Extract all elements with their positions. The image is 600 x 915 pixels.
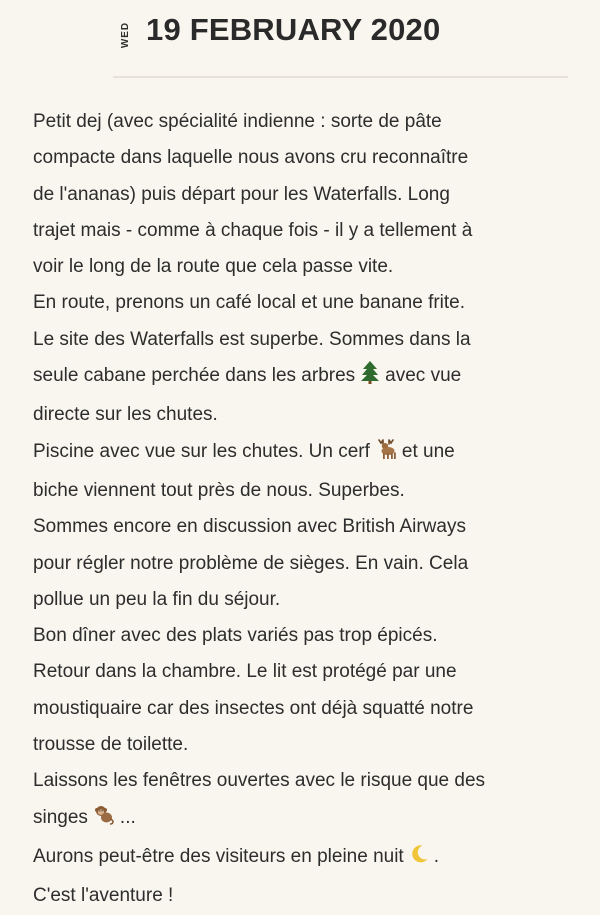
entry-line: pollue un peu la fin du séjour. <box>33 588 281 610</box>
entry-line: En route, prenons un café local et une banane frite. <box>33 292 466 314</box>
deer-icon <box>374 436 398 473</box>
entry-line: Sommes encore en discussion avec British Airways <box>33 516 466 538</box>
weekday-label: WED <box>119 21 131 49</box>
entry-text: et une <box>401 440 455 462</box>
entry-line: pour régler notre problème de sièges. En vain. Cela <box>33 552 469 574</box>
journal-entry <box>33 104 581 915</box>
entry-date: 19 FEBRUARY 2020 <box>146 12 441 47</box>
entry-line: trajet mais - comme à chaque fois - il y a tellement à <box>33 219 473 241</box>
entry-text: avec vue <box>385 365 462 387</box>
header-divider <box>113 76 568 78</box>
entry-line: C'est l'aventure ! <box>33 885 174 907</box>
entry-line: moustiquaire car des insectes ont déjà squatté notre <box>33 697 474 719</box>
entry-line: directe sur les chutes. <box>33 404 218 426</box>
entry-line: voir le long de la route que cela passe vite. <box>33 256 394 278</box>
entry-line: Bon dîner avec des plats variés pas trop épicés. <box>33 625 438 647</box>
entry-text: . <box>433 845 439 867</box>
entry-line: biche viennent tout près de nous. Superbes. <box>33 479 405 501</box>
entry-text: singes <box>33 806 88 828</box>
entry-text: Aurons peut-être des visiteurs en pleine nuit <box>33 845 404 867</box>
entry-text: seule cabane perchée dans les arbres <box>33 365 356 387</box>
entry-line: Retour dans la chambre. Le lit est protégé par une <box>33 661 457 683</box>
entry-line: Le site des Waterfalls est superbe. Sommes dans la <box>33 328 471 350</box>
monkey-icon <box>92 802 116 839</box>
entry-text: ... <box>119 806 136 828</box>
entry-text: Piscine avec vue sur les chutes. Un cerf <box>33 440 370 462</box>
entry-line-with-deer <box>33 434 581 473</box>
entry-line: Petit dej (avec spécialité indienne : sorte de pâte <box>33 111 442 132</box>
entry-line-with-tree <box>33 358 581 397</box>
entry-line-with-monkey <box>33 800 581 839</box>
entry-line: de l'ananas) puis départ pour les Waterfalls. Long <box>33 183 450 205</box>
entry-line-with-moon <box>33 839 581 878</box>
tree-icon <box>359 360 381 397</box>
entry-header <box>0 0 600 78</box>
entry-line: trousse de toilette. <box>33 734 189 756</box>
moon-icon <box>408 842 430 878</box>
entry-line: Laissons les fenêtres ouvertes avec le risque que des <box>33 770 486 792</box>
entry-line: compacte dans laquelle nous avons cru reconnaître <box>33 147 469 169</box>
